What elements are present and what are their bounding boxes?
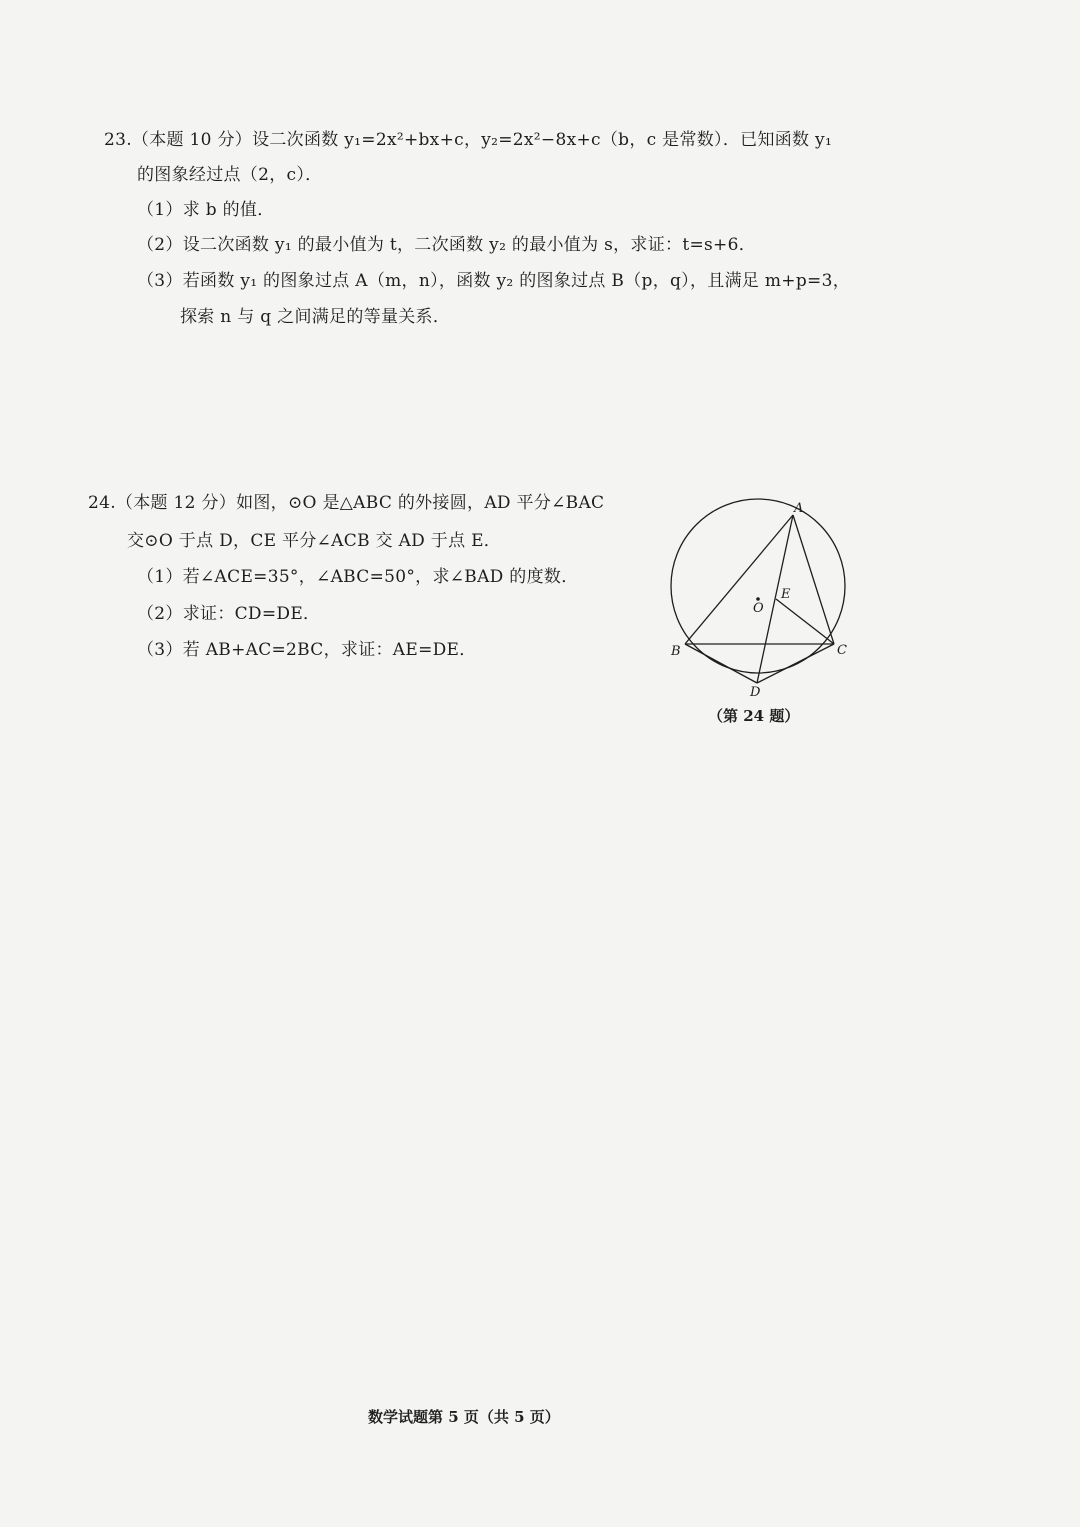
figure-caption: （第 24 题） [708,707,800,725]
page-footer: 数学试题第 5 页（共 5 页） [368,1408,560,1426]
segment-ab [685,515,793,644]
q24-part3: （3）若 AB+AC=2BC，求证：AE=DE． [137,640,477,660]
q23-line1: 23.（本题 10 分）设二次函数 y₁=2x²+bx+c，y₂=2x²−8x+c（b，c 是常数）．已知函数 y₁ [104,130,833,150]
label-b: B [671,644,681,659]
q24-line2: 交⊙O 于点 D，CE 平分∠ACB 交 AD 于点 E． [127,531,502,551]
q23-part1: （1）求 b 的值． [137,200,275,220]
label-a: A [794,501,804,516]
circle-triangle-figure [660,496,860,696]
segment-bd [685,644,757,683]
q24-part2: （2）求证：CD=DE． [137,604,321,624]
q24-part1: （1）若∠ACE=35°，∠ABC=50°，求∠BAD 的度数． [137,567,579,587]
circumcircle-o [671,499,845,673]
segment-cd [757,644,834,683]
label-d: D [750,685,761,696]
segment-ce [776,599,834,644]
q23-part3-line2: 探索 n 与 q 之间满足的等量关系． [180,307,451,327]
q23-part2: （2）设二次函数 y₁ 的最小值为 t，二次函数 y₂ 的最小值为 s，求证：t=s+6． [137,235,756,255]
label-e: E [781,587,791,602]
label-c: C [837,643,847,658]
q24-line1: 24.（本题 12 分）如图，⊙O 是△ABC 的外接圆，AD 平分∠BAC [88,493,605,513]
q23-line2: 的图象经过点（2，c）． [137,165,323,185]
label-o: O [753,601,764,616]
q23-part3-line1: （3）若函数 y₁ 的图象过点 A（m，n），函数 y₂ 的图象过点 B（p，q），且满足 m+p=3， [137,271,850,291]
